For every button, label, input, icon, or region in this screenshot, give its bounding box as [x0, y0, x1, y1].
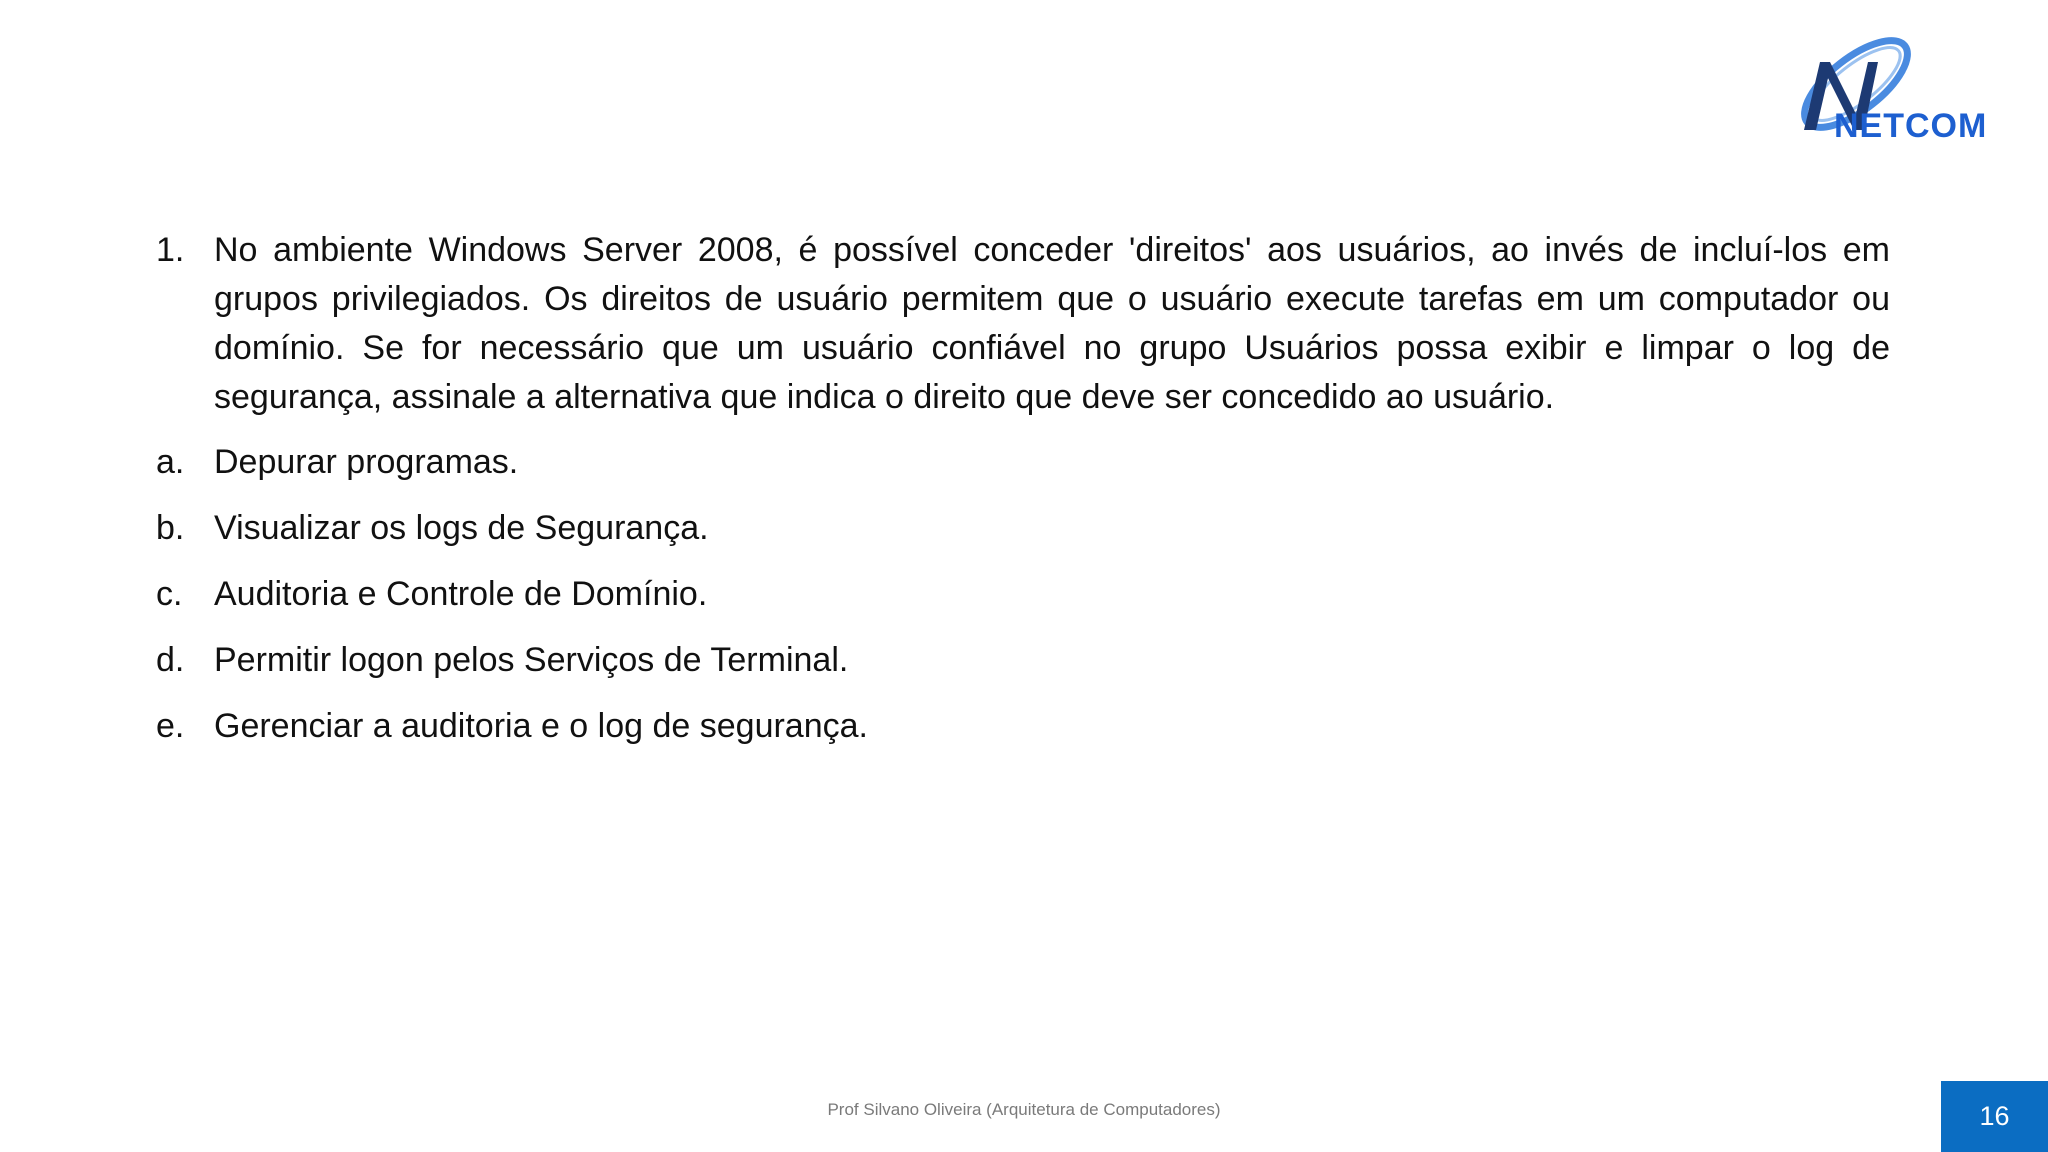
- option-marker: a.: [156, 443, 185, 481]
- logo-wordmark: NETCOM: [1834, 107, 1988, 145]
- option-text: Depurar programas.: [214, 443, 519, 481]
- option-e: [156, 702, 1890, 751]
- option-text: Auditoria e Controle de Domínio.: [214, 575, 708, 613]
- question-text: No ambiente Windows Server 2008, é possível conceder 'direitos' aos usuários, ao invés de incluí-los em grupos privilegiados. Os direitos de usuário permitem que o usuário execute tarefas em um computador ou domínio. Se for necessário que um usuário confiável no grupo Usuários possa exibir e limpar o log de segurança, assinale a alternativa que indica o direito que deve ser concedido ao usuário.: [214, 231, 1890, 416]
- option-marker: c.: [156, 575, 183, 613]
- question-content: [156, 226, 1890, 768]
- slide-number-badge: [1941, 1081, 2048, 1152]
- question-item: [156, 226, 1890, 422]
- option-text: Permitir logon pelos Serviços de Terminal.: [214, 641, 849, 679]
- option-text: Visualizar os logs de Segurança.: [214, 509, 709, 547]
- netcom-logo-graphic: [1768, 32, 2008, 150]
- slide-number: 16: [1979, 1101, 2010, 1131]
- netcom-logo: [1768, 32, 2008, 150]
- option-c: [156, 570, 1890, 619]
- option-a: [156, 438, 1890, 487]
- option-marker: b.: [156, 509, 185, 547]
- option-text: Gerenciar a auditoria e o log de segurança.: [214, 707, 868, 745]
- option-d: [156, 636, 1890, 685]
- question-number: 1.: [156, 231, 185, 269]
- footer-credit: Prof Silvano Oliveira (Arquitetura de Computadores): [827, 1100, 1221, 1119]
- option-marker: e.: [156, 707, 185, 745]
- option-b: [156, 504, 1890, 553]
- option-marker: d.: [156, 641, 185, 679]
